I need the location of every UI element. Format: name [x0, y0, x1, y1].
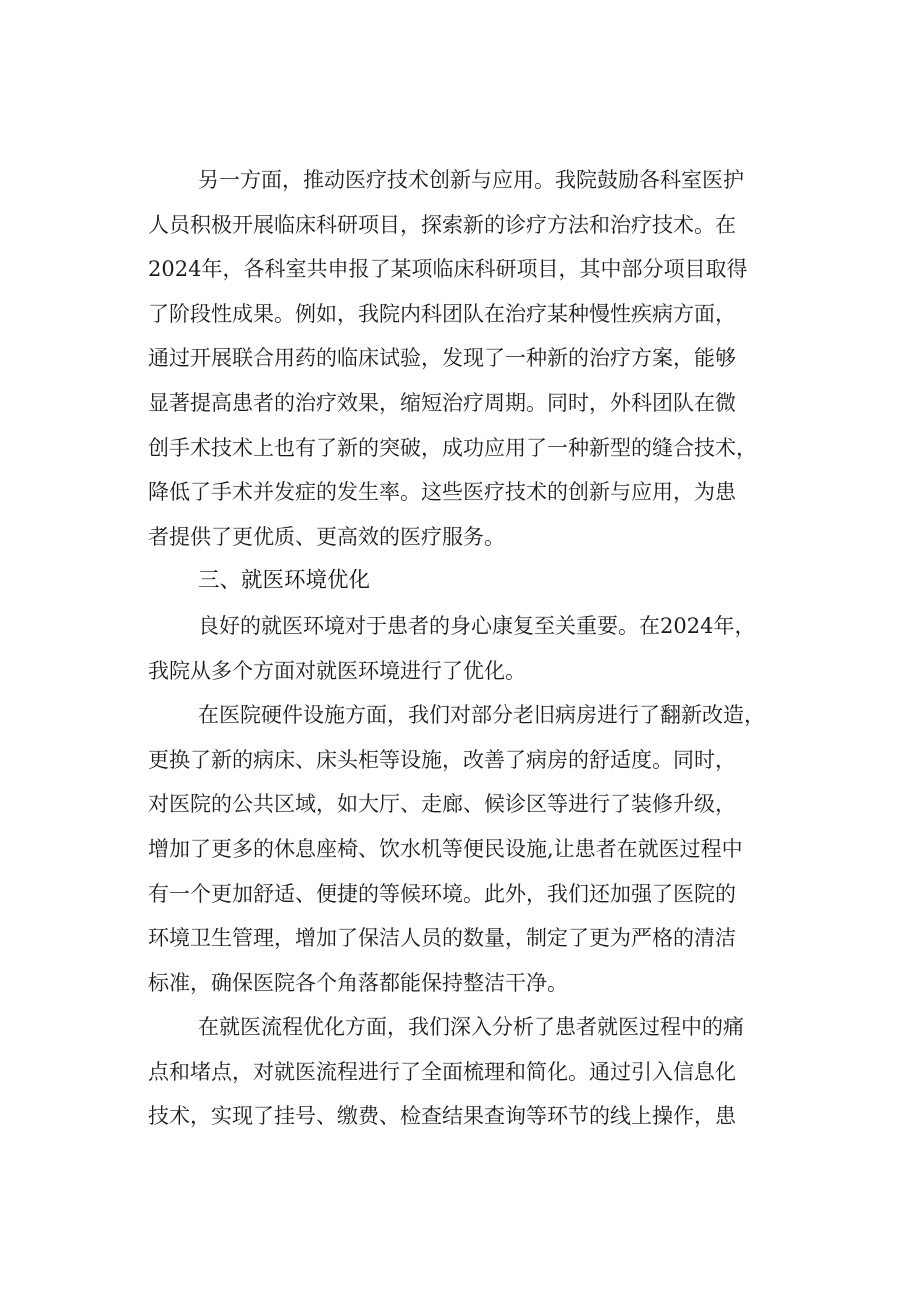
- paragraph-line: 更换了新的病床、床头柜等设施，改善了病房的舒适度。同时，: [148, 747, 736, 772]
- paragraph-line: 技术，实现了挂号、缴费、检查结果查询等环节的线上操作，患: [148, 1104, 736, 1129]
- paragraph-line: 显著提高患者的治疗效果，缩短治疗周期。同时，外科团队在微: [148, 390, 736, 415]
- paragraph-line: 在医院硬件设施方面，我们对部分老旧病房进行了翻新改造，: [198, 703, 765, 728]
- paragraph-line: 在就医流程优化方面，我们深入分析了患者就医过程中的痛: [198, 1015, 744, 1040]
- paragraph-line: 我院从多个方面对就医环境进行了优化。: [148, 658, 526, 683]
- section-heading: 三、就医环境优化: [198, 568, 371, 594]
- paragraph-line: 增加了更多的休息座椅、饮水机等便民设施,让患者在就医过程中: [148, 836, 743, 861]
- paragraph-line: 2024年，各科室共申报了某项临床科研项目，其中部分项目取得: [148, 257, 748, 282]
- paragraph-line: 降低了手术并发症的发生率。这些医疗技术的创新与应用，为患: [148, 480, 736, 505]
- paragraph-line: 标准，确保医院各个角落都能保持整洁干净。: [148, 970, 568, 995]
- paragraph-line: 有一个更加舒适、便捷的等候环境。此外，我们还加强了医院的: [148, 881, 736, 906]
- paragraph-line: 通过开展联合用药的临床试验，发现了一种新的治疗方案，能够: [148, 346, 736, 371]
- paragraph-line: 了阶段性成果。例如，我院内科团队在治疗某种慢性疾病方面，: [148, 301, 736, 326]
- paragraph-line: 环境卫生管理，增加了保洁人员的数量，制定了更为严格的清洁: [148, 926, 736, 951]
- paragraph-line: 另一方面，推动医疗技术创新与应用。我院鼓励各科室医护: [198, 168, 744, 192]
- paragraph-line: 人员积极开展临床科研项目，探索新的诊疗方法和治疗技术。在: [148, 212, 736, 237]
- document-body: [148, 158, 808, 1139]
- paragraph-line: 创手术技术上也有了新的突破，成功应用了一种新型的缝合技术，: [148, 435, 757, 460]
- paragraph-line: 良好的就医环境对于患者的身心康复至关重要。在2024年，: [198, 613, 756, 638]
- paragraph-line: 对医院的公共区域，如大厅、走廊、候诊区等进行了装修升级，: [148, 792, 736, 817]
- paragraph-line: 点和堵点，对就医流程进行了全面梳理和简化。通过引入信息化: [148, 1059, 736, 1084]
- paragraph-line: 者提供了更优质、更高效的医疗服务。: [148, 524, 505, 549]
